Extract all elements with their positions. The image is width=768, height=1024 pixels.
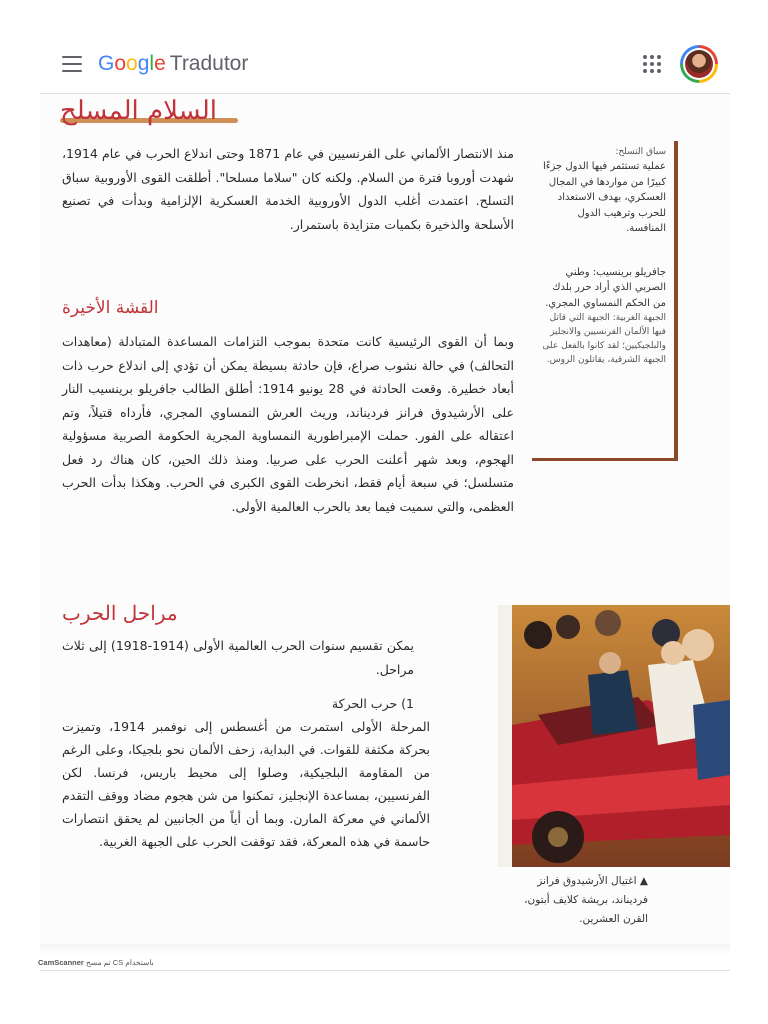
glossary-term-label: سباق التسلح: — [615, 147, 666, 157]
glossary-definition: جافريلو برينسيب: وطني الصربي الذي أراد حرر بلدك من الحكم النمساوي المجري. — [545, 266, 666, 309]
brand-letter: e — [154, 52, 166, 75]
scanner-watermark — [38, 958, 154, 967]
section-heading-final-straw: القشة الأخيرة — [62, 298, 159, 318]
glossary-sidebar — [532, 141, 678, 461]
google-translate-logo[interactable] — [98, 50, 248, 78]
page-edge — [40, 944, 730, 956]
painting-image — [498, 605, 730, 867]
brand-letter: G — [98, 52, 115, 75]
brand-letter: o — [126, 52, 138, 75]
page-title: السلام المسلح — [60, 96, 217, 126]
stage-1-paragraph: المرحلة الأولى استمرت من أغسطس إلى نوفمبر 1914، وتميزت بحركة مكثفة للقوات. في البداية، زحف الألمان نحو بلجيكا، وعلى الرغم من المقاومة البلجيكية، وصلوا إلى محيط باريس، فرنسا. لكن الفرنسيين، بمساعدة الإنجليز، تمكنوا من شن هجوم مضاد ووقف التقدم الألماني في معركة المارن. وبما أن أياً من الجانبين لم يحقق انتصارات حاسمة في هذه المعركة، فقد توقفت الحرب على الجبهة الغربية. — [62, 719, 430, 849]
intro-paragraph: منذ الانتصار الألماني على الفرنسيين في عام 1871 وحتى اندلاع الحرب في عام 1914، شهدت أوروبا فترة من السلام. ولكنه كان "سلاما مسلحا". أطلقت القوى الأوروبية سباق التسلح. اعتمدت أغلب الدول الأوروبية الخدمة العسكرية الإلزامية وبدأت في تصنيع الأسلحة والذخيرة بكميات متزايدة باستمرار. — [62, 146, 514, 232]
stages-intro-paragraph: يمكن تقسيم سنوات الحرب العالمية الأولى (1914-1918) إلى ثلاث مراحل. — [62, 638, 415, 677]
product-name: Tradutor — [169, 52, 249, 75]
final-straw-paragraph: وبما أن القوى الرئيسية كانت متحدة بموجب التزامات المساعدة المتبادلة (معاهدات التحالف) في حالة نشوب صراع، فإن حادثة بسيطة يمكن أن تؤدي إلى اندلاع حرب ذات أبعاد خطيرة. وقعت الحادثة في 28 يونيو 1914: أطلق الطالب جافريلو برينسيب النار على الأرشيدوق فرانز فرديناند، وريث العرش النمساوي المجري، فأرداه قتيلاً، وتم اعتقاله على الفور. حملت الإمبراطورية النمساوية المجرية الحكومة الصربية مسؤولية الهجوم، وبعد شهر أعلنت الحرب على صربيا. ومنذ ذلك الحين، كان هناك رد فعل متسلسل؛ في سبعة أيام فقط، انخرطت القوى الكبرى في الحرب. وهكذا بدأت الحرب العظمى، والتي سميت فيما بعد بالحرب العالمية الأولى. — [62, 334, 515, 514]
brand-letter: o — [114, 52, 127, 75]
scanner-app-name: CamScanner — [38, 958, 84, 967]
glossary-definition: عملية تستثمر فيها الدول جزءًا كبيرًا من مواردها في المجال العسكري، بهدف الاستعداد للحرب وترهيب الدول المنافسة. — [543, 161, 666, 234]
apps-grid-icon[interactable] — [643, 55, 661, 73]
scanner-text: تم مسح CS باستخدام — [85, 958, 154, 967]
hamburger-menu-icon[interactable] — [62, 56, 82, 72]
user-avatar[interactable] — [680, 45, 718, 83]
section-heading-war-stages: مراحل الحرب — [62, 601, 178, 625]
stage-1-label: 1) حرب الحركة — [331, 696, 414, 711]
illustration-caption: ▲ اغتيال الأرشيدوق فرانز فرديناند، بريشة كلايف أبتون، القرن العشرين. — [524, 875, 648, 925]
divider — [40, 970, 730, 971]
translated-document-page — [40, 94, 730, 944]
brand-letter: l — [149, 52, 155, 75]
brand-letter: g — [137, 52, 150, 75]
glossary-definition: الجبهة الغربية: الجبهة التي قاتل فيها الألمان الفرنسيين والانجليز والبلجيكيين؛ لقد كانوا بالفعل على الجبهة الشرقية، يقاتلون الروس. — [542, 313, 666, 365]
app-bar — [0, 0, 768, 93]
assassination-illustration — [498, 605, 730, 867]
avatar-photo — [685, 50, 713, 78]
